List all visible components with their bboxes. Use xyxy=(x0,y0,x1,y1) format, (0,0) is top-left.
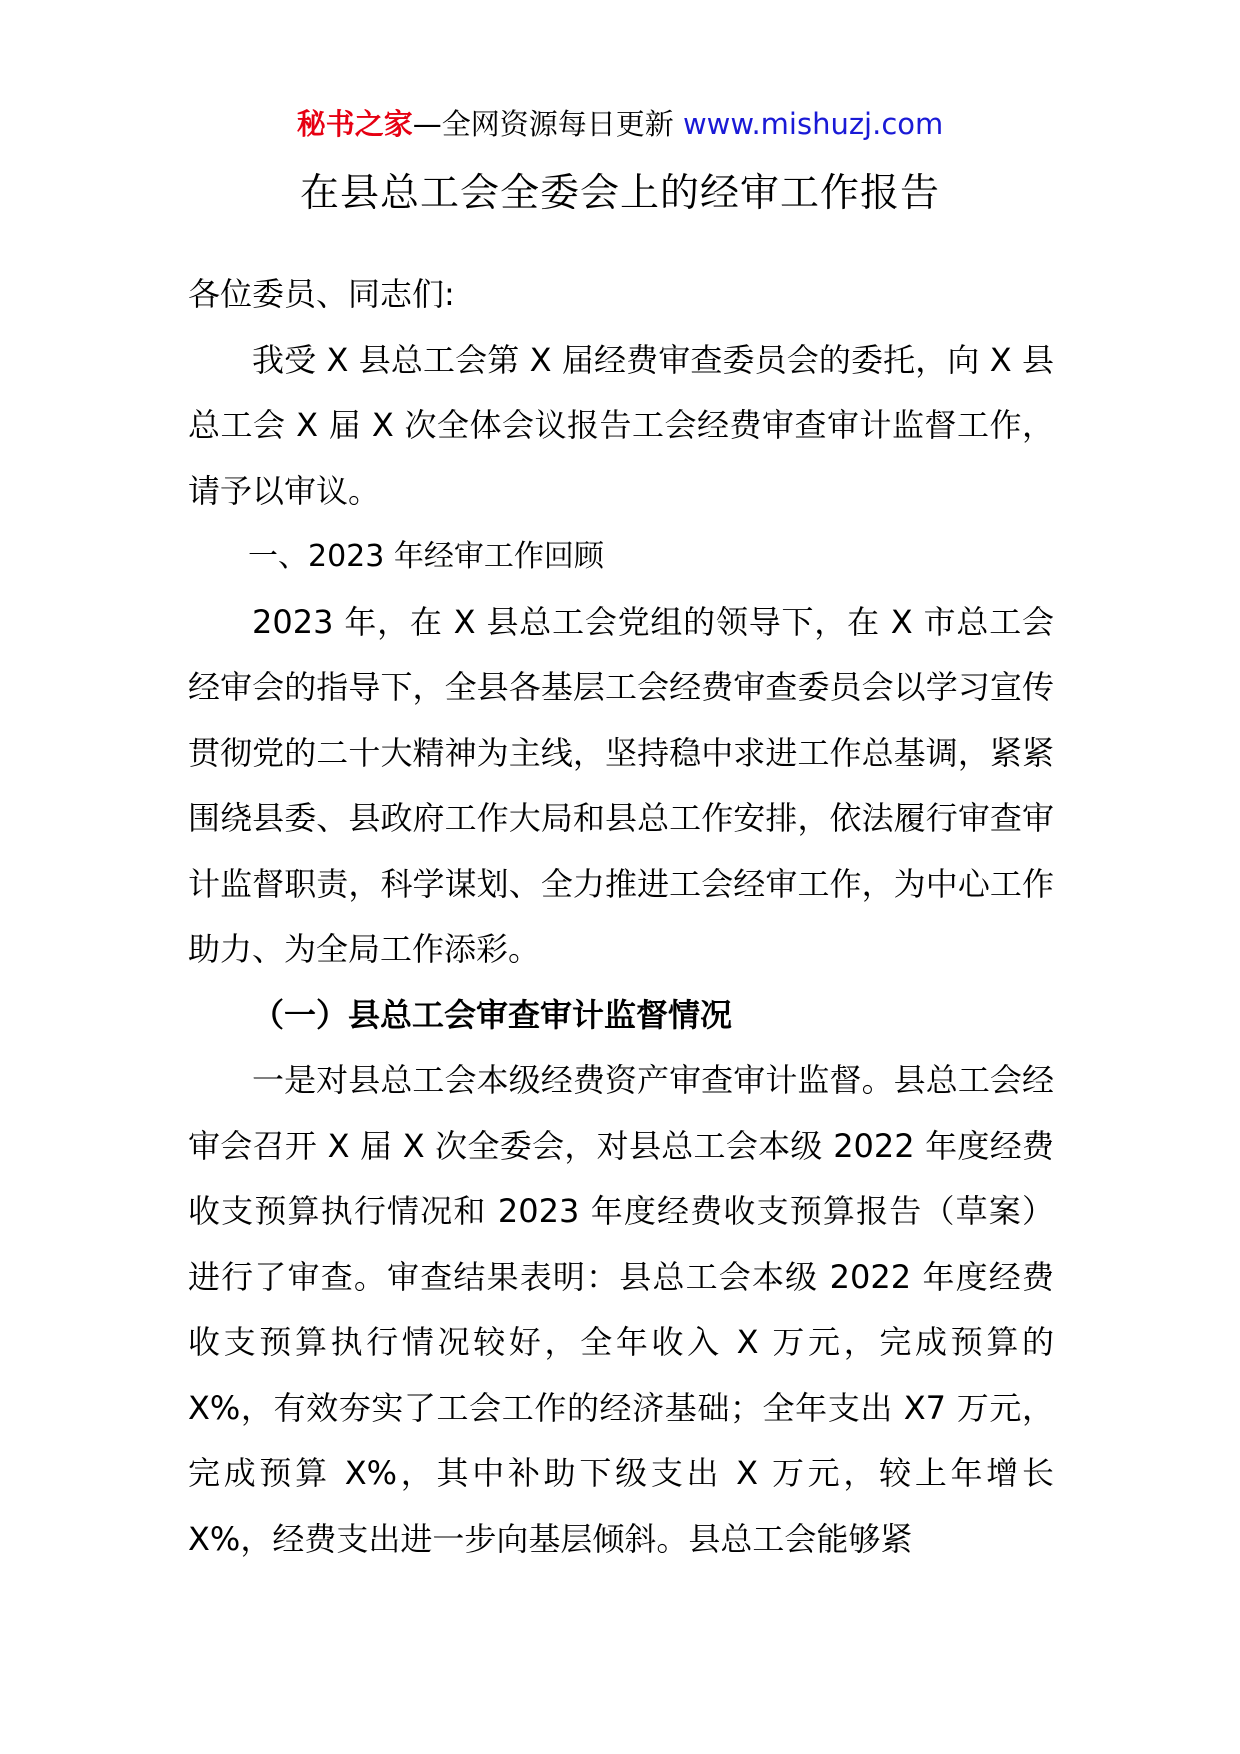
document-body xyxy=(188,262,1054,1572)
document-title: 在县总工会全委会上的经审工作报告 xyxy=(299,171,940,216)
paragraph-review: 2023 年，在 X 县总工会党组的领导下，在 X 市总工会经审会的指导下，全县各基层工会经费审查委员会以学习宣传贯彻党的二十大精神为主线，坚持稳中求进工作总基调，紧紧围绕县委、县政府工作大局和县总工作安排，依法履行审查审计监督职责，科学谋划、全力推进工会经审工作，为中心工作助力、为全局工作添彩。 xyxy=(188,602,1054,968)
brand-tagline: —全网资源每日更新 xyxy=(412,107,674,141)
salutation: 各位委员、同志们: xyxy=(188,275,455,313)
site-url-link[interactable]: www.mishuzj.com xyxy=(682,107,944,141)
subsection-heading: （一）县总工会审查审计监督情况 xyxy=(252,995,733,1034)
paragraph-audit: 一是对县总工会本级经费资产审查审计监督。县总工会经审会召开 X 届 X 次全委会，对县总工会本级 2022 年度经费收支预算执行情况和 2023 年度经费收支预算报告（草案）进行了审查。审查结果表明：县总工会本级 2022 年度经费收支预算执行情况较好，全年收入 X 万元，完成预算的 X%，有效夯实了工会工作的经济基础；全年支出 X7 万元，完成预算 X%，其中补助下级支出 X 万元，较上年增长 X%，经费支出进一步向基层倾斜。县总工会能够紧 xyxy=(188,1061,1054,1558)
paragraph-intro: 我受 X 县总工会第 X 届经费审查委员会的委托，向 X 县总工会 X 届 X 次全体会议报告工会经费审查审计监督工作，请予以审议。 xyxy=(188,340,1054,510)
section-heading: 一、2023 年经审工作回顾 xyxy=(248,539,604,574)
site-watermark-header xyxy=(0,104,1240,144)
brand-name: 秘书之家 xyxy=(296,107,413,141)
